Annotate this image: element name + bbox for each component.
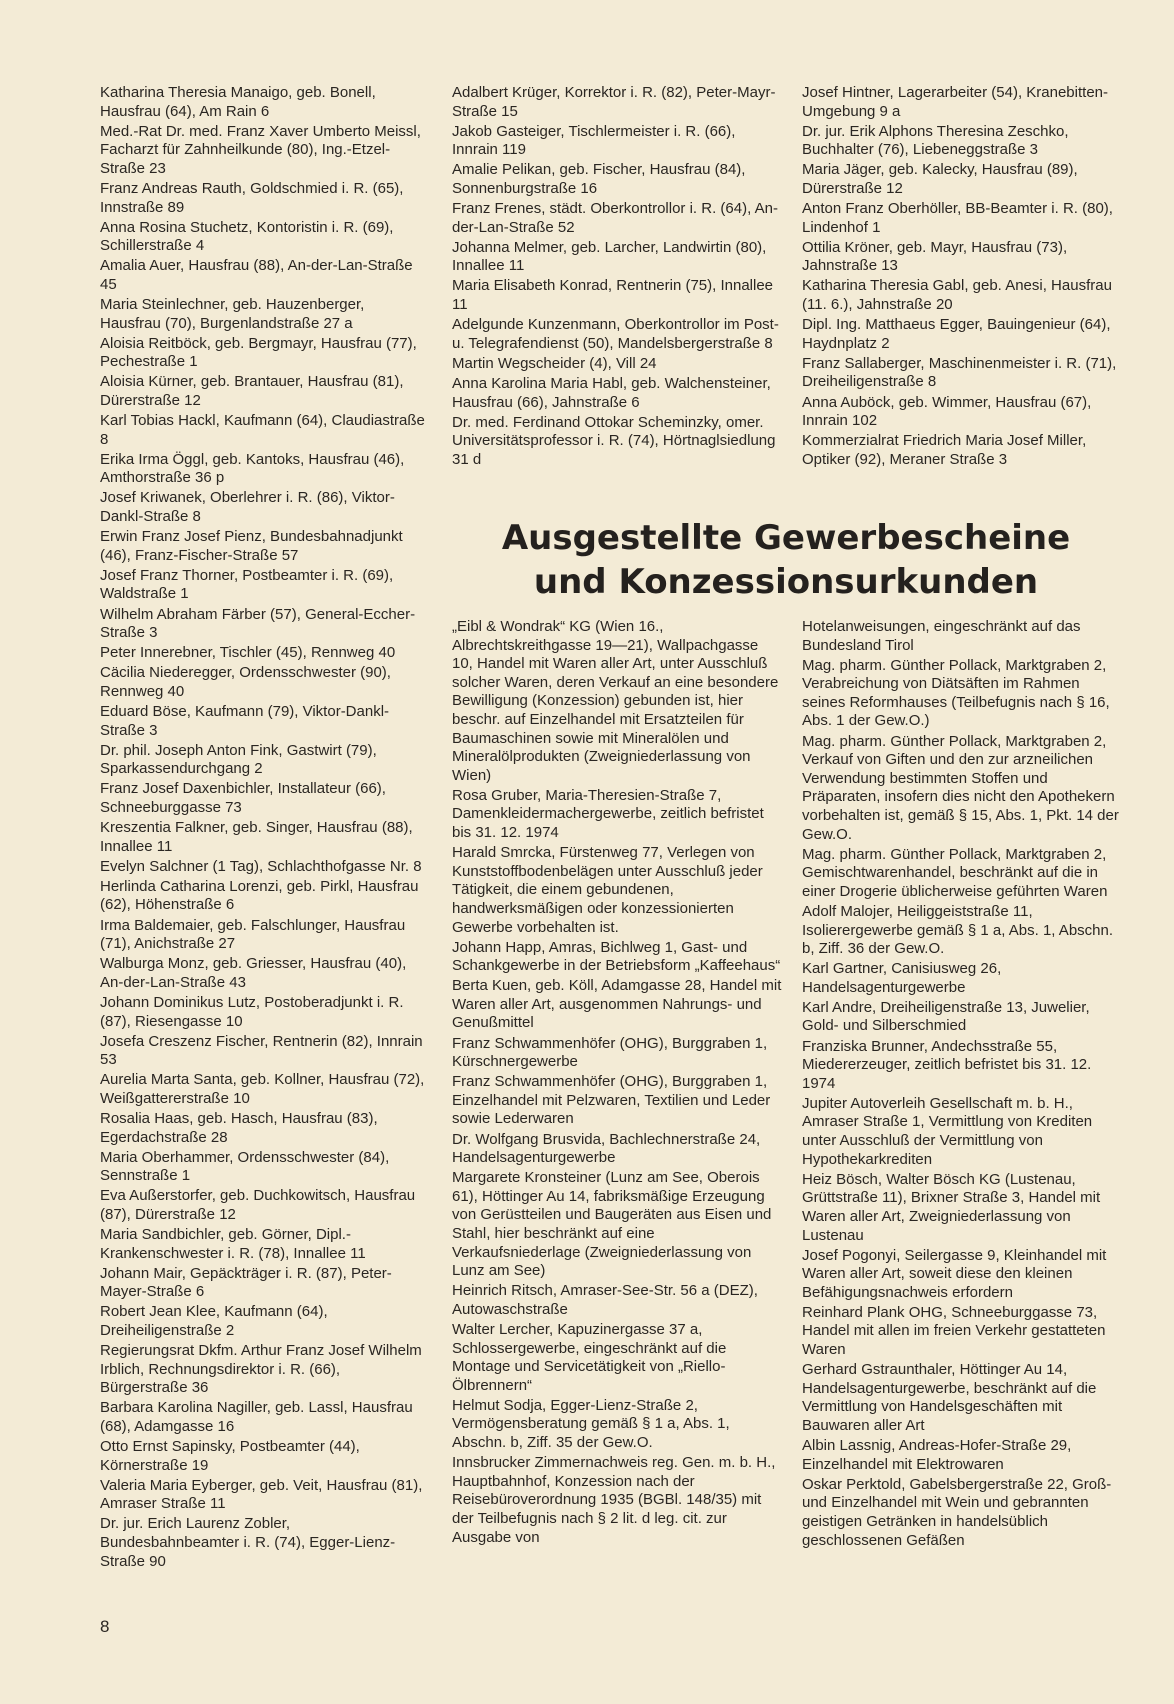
obituary-entry: Valeria Maria Eyberger, geb. Veit, Hausfrau (81), Amraser Straße 11 (100, 1476, 423, 1513)
obituary-entry: Johann Mair, Gepäckträger i. R. (87), Peter-Mayer-Straße 6 (100, 1264, 392, 1301)
license-entry: Mag. pharm. Günther Pollack, Marktgraben 2, Verkauf von Giften und den zur arzneilichen Verwendung bestimmten Stoffen und Präparaten, insofern dies nicht den Apothekern vorbehalten ist, gemäß § 15, Abs. 1, Pkt. 14 der Gew.O. (802, 732, 1119, 843)
license-entry: Josef Pogonyi, Seilergasse 9, Kleinhandel mit Waren aller Art, soweit diese den kleinen Befähigungsnachweis erfordern (802, 1246, 1107, 1301)
license-entry: Adolf Malojer, Heiliggeiststraße 11, Isolierergewerbe gemäß § 1 a, Abs. 1, Abschn. b, Ziff. 36 der Gew.O. (802, 902, 1114, 958)
obituary-entry: Maria Sandbichler, geb. Görner, Dipl.-Krankenschwester i. R. (78), Innallee 11 (100, 1226, 366, 1262)
license-entry: Heiz Bösch, Walter Bösch KG (Lustenau, Grüttstraße 11), Brixner Straße 3, Handel mit Waren aller Art, Zweigniederlassung von Lustenau (802, 1170, 1101, 1244)
obituary-entry: Med.-Rat Dr. med. Franz Xaver Umberto Meissl, Facharzt für Zahnheilkunde (80), Ing.-Etzel-Straße 23 (100, 122, 421, 177)
obituary-entry: Anna Auböck, geb. Wimmer, Hausfrau (67), Innrain 102 (802, 393, 1092, 430)
license-entry: Innsbrucker Zimmernachweis reg. Gen. m. b. H., Hauptbahnhof, Konzession nach der Reisebüroverordnung 1935 (BGBl. 148/35) mit der Teilbefugnis nach § 2 lit. d leg. cit. zur Ausgabe von (452, 1454, 776, 1546)
license-entry: Harald Smrcka, Fürstenweg 77, Verlegen von Kunststoffbodenbelägen unter Ausschluß jeder Tätigkeit, die einem gebundenen, handwerksmäßigen oder konzessionierten Gewerbe vorbehalten ist. (452, 844, 763, 936)
license-entry: Heinrich Ritsch, Amraser-See-Str. 56 a (DEZ), Autowaschstraße (452, 1282, 758, 1318)
license-entry: Franz Schwammenhöfer (OHG), Burggraben 1, Kürschnergewerbe (452, 1034, 768, 1071)
obituary-entry: Adalbert Krüger, Korrektor i. R. (82), Peter-Mayr-Straße 15 (452, 84, 776, 120)
obituary-entry: Erika Irma Öggl, geb. Kantoks, Hausfrau (46), Amthorstraße 36 p (100, 450, 405, 487)
obituary-entry: Robert Jean Klee, Kaufmann (64), Dreiheiligenstraße 2 (100, 1303, 328, 1339)
license-entry: Reinhard Plank OHG, Schneeburggasse 73, Handel mit allen im freien Verkehr gestatteten Waren (802, 1303, 1106, 1359)
obituary-entry: Josef Franz Thorner, Postbeamter i. R. (69), Waldstraße 1 (100, 566, 394, 603)
obituary-entry: Anna Karolina Maria Habl, geb. Walchensteiner, Hausfrau (66), Jahnstraße 6 (452, 374, 771, 411)
obituary-entry: Dr. phil. Joseph Anton Fink, Gastwirt (79), Sparkassendurchgang 2 (100, 741, 377, 778)
obituary-entry: Irma Baldemaier, geb. Falschlunger, Hausfrau (71), Anichstraße 27 (100, 916, 406, 953)
license-entry: Mag. pharm. Günther Pollack, Marktgraben 2, Gemischtwarenhandel, beschränkt auf die in einer Drogerie üblicherweise geführten Waren (802, 845, 1108, 900)
obituary-entry: Amalia Auer, Hausfrau (88), An-der-Lan-Straße 45 (100, 257, 413, 293)
obituary-entry: Cäcilia Niederegger, Ordensschwester (90), Rennweg 40 (100, 664, 391, 700)
obituary-entry: Peter Innerebner, Tischler (45), Rennweg 40 (100, 644, 396, 662)
obituary-entry: Dr. jur. Erich Laurenz Zobler, Bundesbahnbeamter i. R. (74), Egger-Lienz-Straße 90 (100, 1515, 396, 1570)
section-heading-line-1: Ausgestellte Gewerbescheine (501, 518, 1071, 558)
license-entry: Hotelanweisungen, eingeschränkt auf das Bundesland Tirol (802, 618, 1081, 654)
license-entry: Walter Lercher, Kapuzinergasse 37 a, Schlossergewerbe, eingeschränkt auf die Montage und Servicetätigkeit von „Riello-Ölbrennern“ (452, 1320, 727, 1394)
obituary-entry: Dr. jur. Erik Alphons Theresina Zeschko, Buchhalter (76), Liebeneggstraße 3 (802, 122, 1069, 159)
license-entry: Franziska Brunner, Andechsstraße 55, Miedererzeuger, zeitlich befristet bis 31. 12. 1974 (802, 1037, 1092, 1092)
obituary-entry: Anna Rosina Stuchetz, Kontoristin i. R. (69), Schillerstraße 4 (100, 218, 394, 255)
obituary-entry: Barbara Karolina Nagiller, geb. Lassl, Hausfrau (68), Adamgasse 16 (100, 1399, 413, 1435)
obituary-entry: Maria Oberhammer, Ordensschwester (84), Sennstraße 1 (100, 1148, 390, 1185)
obituary-entry: Franz Frenes, städt. Oberkontrollor i. R. (64), An-der-Lan-Straße 52 (452, 200, 778, 236)
obituary-entry: Aloisia Kürner, geb. Brantauer, Hausfrau (81), Dürerstraße 12 (100, 373, 404, 409)
obituary-entry: Maria Steinlechner, geb. Hauzenberger, Hausfrau (70), Burgenlandstraße 27 a (100, 296, 365, 332)
obituary-entry: Johann Dominikus Lutz, Postoberadjunkt i. R. (87), Riesengasse 10 (100, 993, 404, 1030)
license-entry: Rosa Gruber, Maria-Theresien-Straße 7, Damenkleidermachergewerbe, zeitlich befristet bis 31. 12. 1974 (452, 786, 764, 842)
obituary-entry: Jakob Gasteiger, Tischlermeister i. R. (66), Innrain 119 (452, 122, 736, 159)
obituary-entry: Aurelia Marta Santa, geb. Kollner, Hausfrau (72), Weißgattererstraße 10 (100, 1071, 425, 1107)
obituary-entry: Rosalia Haas, geb. Hasch, Hausfrau (83), Egerdachstraße 28 (100, 1109, 378, 1146)
obituary-entry: Dr. med. Ferdinand Ottokar Scheminzky, omer. Universitätsprofessor i. R. (74), Hörtnaglsiedlung 31 d (452, 413, 776, 468)
obituary-entry: Herlinda Catharina Lorenzi, geb. Pirkl, Hausfrau (62), Höhenstraße 6 (100, 877, 419, 914)
obituary-entry: Adelgunde Kunzenmann, Oberkontrollor im Post- u. Telegrafendienst (50), Mandelsbergerstraße 8 (452, 316, 779, 352)
obituary-entry: Josef Kriwanek, Oberlehrer i. R. (86), Viktor-Dankl-Straße 8 (100, 489, 395, 526)
license-entry: „Eibl & Wondrak“ KG (Wien 16., Albrechtskreithgasse 19—21), Wallpachgasse 10, Handel mit Waren aller Art, unter Ausschluß solcher Waren, deren Verkauf an eine besondere Bewilligung (Konzession) gebunden ist, hier beschr. auf Einzelhandel mit Ersatzteilen für Baumaschinen sowie mit Mineralölen und Mineralölprodukten (Zweigniederlassung von Wien) (452, 618, 779, 784)
death-notices-column-2 (452, 84, 782, 471)
page-number: 8 (100, 1617, 110, 1636)
license-entry: Johann Happ, Amras, Bichlweg 1, Gast- und Schankgewerbe in der Betriebsform „Kaffeehaus“ (452, 938, 781, 975)
license-entry: Karl Andre, Dreiheiligenstraße 13, Juwelier, Gold- und Silberschmied (802, 998, 1090, 1035)
obituary-entry: Wilhelm Abraham Färber (57), General-Eccher-Straße 3 (100, 605, 416, 642)
trade-licenses-column-2 (802, 618, 1120, 1552)
license-entry: Mag. pharm. Günther Pollack, Marktgraben 2, Verabreichung von Diätsäften im Rahmen seines Reformhauses (Teilbefugnis nach § 16, Abs. 1 der Gew.O.) (802, 656, 1110, 730)
obituary-entry: Johanna Melmer, geb. Larcher, Landwirtin (80), Innallee 11 (452, 238, 767, 275)
license-entry: Margarete Kronsteiner (Lunz am See, Oberois 61), Höttinger Au 14, fabriksmäßige Erzeugung von Gerüstteilen und Baugeräten aus Eisen und Stahl, hier beschränkt auf eine Verkaufsniederlage (Zweigniederlassung von Lunz am See) (452, 1169, 772, 1280)
license-entry: Berta Kuen, geb. Köll, Adamgasse 28, Handel mit Waren aller Art, ausgenommen Nahrungs- und Genußmittel (452, 977, 782, 1032)
obituary-entry: Erwin Franz Josef Pienz, Bundesbahnadjunkt (46), Franz-Fischer-Straße 57 (100, 528, 403, 564)
obituary-entry: Kommerzialrat Friedrich Maria Josef Miller, Optiker (92), Meraner Straße 3 (802, 432, 1087, 468)
obituary-entry: Martin Wegscheider (4), Vill 24 (452, 354, 657, 372)
obituary-entry: Regierungsrat Dkfm. Arthur Franz Josef Wilhelm Irblich, Rechnungsdirektor i. R. (66), Bürgerstraße 36 (100, 1342, 422, 1397)
death-notices-column-1 (100, 84, 425, 1573)
license-entry: Oskar Perktold, Gabelsbergerstraße 22, Groß- und Einzelhandel mit Wein und gebrannten geistigen Getränken in handelsüblich geschlossenen Gefäßen (802, 1475, 1112, 1549)
obituary-entry: Eduard Böse, Kaufmann (79), Viktor-Dankl-Straße 3 (100, 703, 390, 739)
obituary-entry: Maria Jäger, geb. Kalecky, Hausfrau (89), Dürerstraße 12 (802, 161, 1078, 197)
obituary-entry: Franz Josef Daxenbichler, Installateur (66), Schneeburggasse 73 (100, 780, 386, 816)
obituary-entry: Katharina Theresia Gabl, geb. Anesi, Hausfrau (11. 6.), Jahnstraße 20 (802, 277, 1112, 314)
obituary-entry: Ottilia Kröner, geb. Mayr, Hausfrau (73), Jahnstraße 13 (802, 238, 1068, 275)
obituary-entry: Maria Elisabeth Konrad, Rentnerin (75), Innallee 11 (452, 277, 774, 314)
obituary-entry: Josef Hintner, Lagerarbeiter (54), Kranebitten-Umgebung 9 a (802, 84, 1108, 120)
license-entry: Helmut Sodja, Egger-Lienz-Straße 2, Vermögensberatung gemäß § 1 a, Abs. 1, Abschn. b, Ziff. 35 der Gew.O. (452, 1396, 730, 1452)
obituary-entry: Kreszentia Falkner, geb. Singer, Hausfrau (88), Innallee 11 (100, 819, 413, 855)
obituary-entry: Evelyn Salchner (1 Tag), Schlachthofgasse Nr. 8 (100, 857, 422, 875)
obituary-entry: Anton Franz Oberhöller, BB-Beamter i. R. (80), Lindenhof 1 (802, 200, 1113, 236)
obituary-entry: Josefa Creszenz Fischer, Rentnerin (82), Innrain 53 (100, 1032, 423, 1069)
obituary-entry: Otto Ernst Sapinsky, Postbeamter (44), Körnerstraße 19 (100, 1438, 360, 1474)
obituary-entry: Dipl. Ing. Matthaeus Egger, Bauingenieur (64), Haydnplatz 2 (802, 316, 1111, 352)
license-entry: Karl Gartner, Canisiusweg 26, Handelsagenturgewerbe (802, 960, 1002, 996)
obituary-entry: Eva Außerstorfer, geb. Duchkowitsch, Hausfrau (87), Dürerstraße 12 (100, 1187, 416, 1223)
obituary-entry: Walburga Monz, geb. Griesser, Hausfrau (40), An-der-Lan-Straße 43 (100, 955, 407, 991)
license-entry: Gerhard Gstraunthaler, Höttinger Au 14, Handelsagenturgewerbe, beschränkt auf die Vermittlung von Handelsgeschäften mit Bauwaren aller Art (802, 1361, 1097, 1434)
obituary-entry: Aloisia Reitböck, geb. Bergmayr, Hausfrau (77), Pechestraße 1 (100, 334, 417, 371)
license-entry: Dr. Wolfgang Brusvida, Bachlechnerstraße 24, Handelsagenturgewerbe (452, 1130, 761, 1167)
license-entry: Franz Schwammenhöfer (OHG), Burggraben 1, Einzelhandel mit Pelzwaren, Textilien und Leder sowie Lederwaren (452, 1073, 771, 1128)
license-entry: Albin Lassnig, Andreas-Hofer-Straße 29, Einzelhandel mit Elektrowaren (802, 1437, 1072, 1473)
trade-licenses-column-1 (452, 618, 782, 1549)
obituary-entry: Franz Andreas Rauth, Goldschmied i. R. (65), Innstraße 89 (100, 179, 404, 216)
obituary-entry: Katharina Theresia Manaigo, geb. Bonell, Hausfrau (64), Am Rain 6 (100, 84, 376, 120)
obituary-entry: Franz Sallaberger, Maschinenmeister i. R. (71), Dreiheiligenstraße 8 (802, 354, 1117, 391)
obituary-entry: Karl Tobias Hackl, Kaufmann (64), Claudiastraße 8 (100, 412, 425, 448)
section-heading-line-2: und Konzessionsurkunden (533, 562, 1039, 602)
license-entry: Jupiter Autoverleih Gesellschaft m. b. H., Amraser Straße 1, Vermittlung von Krediten unter Ausschluß der Vermittlung von Hypothekarkrediten (802, 1094, 1093, 1168)
obituary-entry: Amalie Pelikan, geb. Fischer, Hausfrau (84), Sonnenburgstraße 16 (452, 161, 746, 197)
death-notices-column-3 (802, 84, 1120, 471)
section-heading (452, 516, 1120, 604)
